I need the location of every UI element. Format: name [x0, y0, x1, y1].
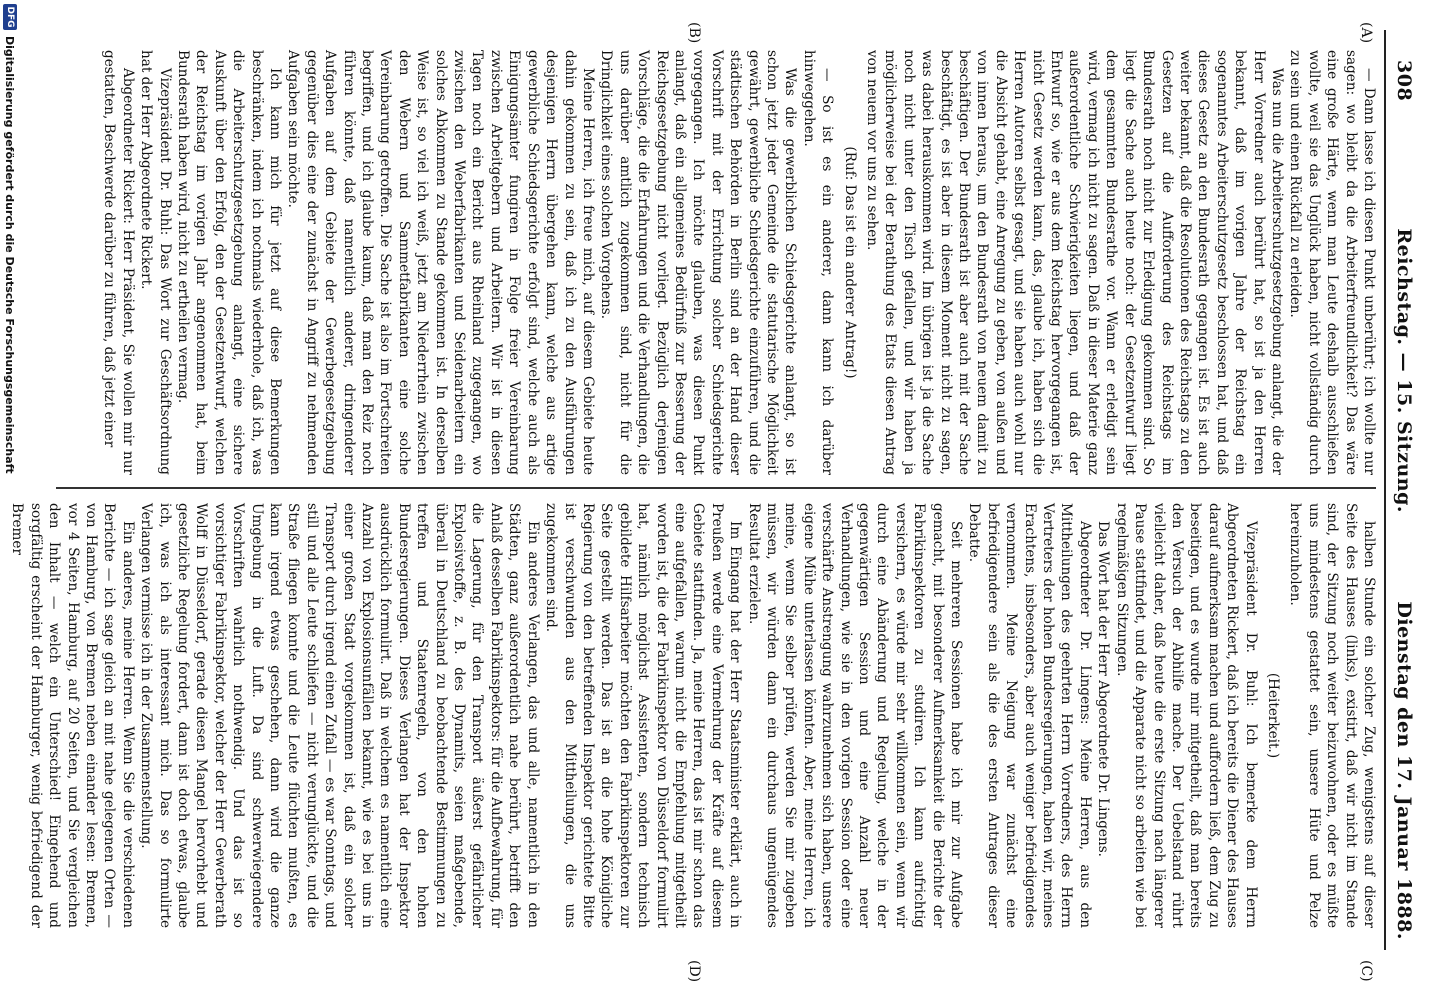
paragraph: Ein anderes Verlangen, das und alle, namentlich in den Städten, ganz außerordentlich nahe berührt, betrifft den Anlaß desselben Fabrikinspektors: für die Aufbewahrung, für die Lagerung, für den Transport äußerst gefährlicher Explosivstoffe, z. B. des Dynamits, seien maßgebende, überall in Deutschland zu beobachtende Bestimmungen zu treffen und Staatenregeln, von den hohen Bundesregierungen. Dieses Verlangen hat der Inspektor ausdrücklich formulirt. Daß in welchem es namentlich eine Anzahl von Explosionsunfällen bekannt, wie es bei uns in einer großen Stadt vorgekommen ist, daß ein solcher Transport durch irgend einen Zufall — es war Sonntags, und still und alle Leute schliefen — nicht verunglückte, und die Straße fliegen konnte und die Leute flüchten mußten, es kann irgend etwas geschehen, dann wird die ganze Umgebung in die Luft. Da sind schwerwiegendere Vorschriften wahrlich nothwendig. Und das ist so vorsichtiger Fabrikinspektor, welcher der Herr Gewerberath Wolff in Düsseldorf, gerade diesen Mangel hervorhebt und gesetzliche Regelung fordert, dann ist doch etwas, glaube ich, was ich als interessant mich. Das so formulirte Verlangen vermisse ich in der Zusammenstellung.	[138, 503, 541, 928]
paragraph: Ein anderes, meine Herren. Wenn Sie die verschiedenen Berichte — ich sage gleich an mit nahe gelegenen Orten — von Hamburg, von Bremen neben einander lesen: Bremen, vor 4 Seiten, Hamburg, auf 20 Seiten, und Sie vergleichen den Inhalt — welch ein Unterschied! Eingehend und sorgfältig erscheint der Hamburger, wenig befriedigend der Bremer	[9, 503, 136, 928]
page-header	[1390, 60, 1418, 940]
right-text-column	[9, 503, 1378, 928]
paragraph: Vizepräsident Dr. Buhl: Ich bemerke dem Herrn Abgeordneten Rickert, daß ich bereits die Diener des Hauses darauf aufmerksam machen und auffordern ließ, dem Zug zu beseitigen, und es wurde mir mitgetheilt, daß man bereits den Versuch der Abhilfe mache. Der Uebelstand rührt vielleicht daher, daß heute die erste Sitzung nach längerer Pause stattfindet, und die Apparate nicht so arbeiten wie bei regelmäßigen Sitzungen.	[1113, 503, 1259, 928]
session-date: Dienstag den 17. Januar 1888.	[1393, 601, 1415, 940]
paragraph: Was die gewerblichen Schiedsgerichte anlangt, so ist schon jetzt jeder Gemeinde die statutarische Möglichkeit gewährt, gewerbliche Schiedsgerichte einzuführen, und die städtischen Behörden in Berlin sind an der Hand dieser Vorschrift mit der Errichtung solcher Schiedsgerichte vorgegangen. Ich möchte glauben, was diesen Punkt anlangt, daß ein allgemeines Bedürfniß zur Besserung der Reichsgesetzgebung nicht vorliegt. Bezüglich derjenigen Vorschläge, die die Erfahrungen und die Verhandlungen, die uns darüber amtlich zugekommen sind, nicht für die Dringlichkeit eines solchen Vorgehens.	[598, 50, 799, 475]
paragraph: Meine Herren, ich freue mich, auf diesem Gebiete heute dahin gekommen zu sein, daß ich zu den Ausführungen desjenigen Herrn übergehen kann, welche aus artige gewerbliche Schiedsgerichte erfolgt sind, welche auch als Einigungsämter fungiren in Folge freier Vereinbarung zwischen Arbeitgebern und Arbeitern. Wir ist in diesen Tagen noch ein Bericht aus Rheinland zugegangen, wo zwischen den Weberfabrikanten und Seidenarbeitern ein solches Abkommen zu Stande gekommen ist. In derselben Weise ist, so viel ich weiß, jetzt am Niederrhein zwischen den Webern und Sammetfabrikanten eine solche Vereinbarung getroffen. Die Sache ist also im Fortschreiten begriffen, und ich glaube kaum, daß man den Reiz noch führen könnte, daß namentlich anderer, dringenderer Aufgaben auf dem Gebiete der Gewerbegesetzgebung gegenüber dies eine der zunächst in Angriff zu nehmenden Aufgaben sein möchte.	[285, 50, 596, 475]
paragraph: Im Eingang hat der Herr Staatsminister erklärt, auch in Preußen werde eine Vermehrung der Kräfte auf diesem Gebiete stattfinden. Ja, meine Herren, das ist mir schon das eine aufgefallen, warum nicht die Empfehlung mitgetheilt worden ist, die der Fabrikinspektor von Düsseldorf formulirt hat, nämlich möglichst Assistenten, sondern technisch gebildete Hilfsarbeiter möchten den Fabrikinspektoren zur Seite gestellt werden. Das ist an die hohe Königliche Regierung von den betreffenden Inspektor gerichtete Bitte ist verschwunden aus den Mittheilungen, die uns zugekommen sind.	[543, 503, 744, 928]
column-divider	[56, 487, 1376, 489]
paragraph: halben Stunde ein solcher Zug, wenigstens auf dieser Seite des Hauses (links), existirt, daß wir nicht im Stande sind, der Sitzung noch weiter beizuwohnen, oder es müßte uns mindestens gestattet sein, unsere Hüte und Pelze hereinzuholen.	[1287, 503, 1377, 928]
paragraph: Das Wort hat der Herr Abgeordnete Dr. Lingens.	[1095, 521, 1112, 857]
credit-text: Digitalisierung gefördert durch die Deutsche Forschungsgemeinschaft	[3, 36, 17, 474]
paragraph: Ich kann mich für jetzt auf diese Bemerkungen beschränken, indem ich nochmals wiederhole, daß ich, was die Arbeiterschutzgesetzgebung anlangt, eine sichere Auskunft über den Erfolg, den der Gesetzentwurf, welchen der Reichstag im vorigen Jahr angenommen hat, beim Bundesrath haben wird, nicht zu ertheilen vermag.	[175, 50, 284, 475]
paragraph: Vizepräsident Dr. Buhl: Das Wort zur Geschäftsordnung hat der Herr Abgeordnete Rickert.	[138, 50, 173, 475]
paragraph: Abgeordneter Rickert: Herr Präsident, Sie wollen mir nur gestatten, Beschwerde darüber zu führen, daß jetzt einer	[101, 50, 136, 475]
interjection: (Ruf: Das ist ein anderer Antrag!)	[841, 146, 858, 379]
paragraph: — Dann lasse ich diesen Punkt unberührt; ich wollte nur sagen: wo bleibt da die Arbeiterfreundlichkeit? Das wäre eine große Härte, wenn man Leute deshalb ausschließen wollte, weil sie das Unglück haben, nicht vollständig durch zu sein und einen Rückfall zu erleiden.	[1287, 50, 1377, 475]
paragraph: Was nun die Arbeiterschutzgesetzgebung anlangt, die der Herr Vorredner auch berührt hat, so ist ja den Herren bekannt, daß im vorigen Jahre der Reichstag ein sogenanntes Arbeiterschutzgesetz beschlossen hat, und daß dieses Gesetz an den Bundesrath gegangen ist. Es ist auch weiter bekannt, daß die Resolutionen des Reichstags zu den Gesetzen auf die Aufforderung des Reichstags im Bundesrath noch nicht zur Erledigung gekommen sind. So liegt die Sache auch heute noch: der Gesetzentwurf liegt dem gesammten Bundesrathe vor. Wann er erledigt sein wird, vermag ich nicht zu sagen. Daß in dieser Materie ganz außerordentliche Schwierigkeiten liegen, und daß der Entwurf so, wie er aus dem Reichstag hervorgegangen ist, nicht Gesetz werden kann, das, glaube ich, haben sich die Herren Autoren selbst gesagt, und sie haben auch wohl nur die Absicht gehabt, eine Anregung zu geben, von außen und von innen heraus, um den Bundesrath von neuem damit zu beschäftigen. Der Bundesrath ist aber auch mit der Sache beschäftigt, es ist aber in diesem Moment nicht zu sagen, was dabei herauskommen wird. Im übrigen ist ja die Sache noch nicht unter den Tisch gefallen, und wir haben ja möglicherweise bei der Berathung des Etats diesen Antrag von neuem vor uns zu sehen.	[864, 50, 1285, 475]
margin-mark-a: (A)	[1358, 22, 1374, 44]
margin-mark-b: (B)	[686, 22, 702, 44]
running-title: Reichstag. — 15. Sitzung.	[1393, 228, 1415, 513]
header-rule	[1384, 30, 1386, 950]
page-number: 308	[1393, 60, 1415, 102]
paragraph: — So ist es ein anderer, dann kann ich darüber hinweggehen.	[800, 50, 836, 475]
margin-mark-c: (C)	[1358, 960, 1374, 982]
dfg-logo: DFG	[3, 4, 17, 30]
interjection: (Heiterkeit.)	[1264, 672, 1281, 759]
digitization-credit	[0, 0, 20, 1004]
paragraph: Abgeordneter Dr. Lingens: Meine Herren, aus den Mittheilungen des geehrten Herrn Vorredners, des Herrn Vertreters der hohen Bundesregierungen, haben wir, meines Erachtens, insbesonders, aber auch weniger befriedigendes vernommen. Meine Neigung war zunächst eine befriedigendere sein als die des ersten Antrages dieser Debatte.	[966, 503, 1093, 928]
margin-mark-d: (D)	[686, 960, 702, 983]
left-text-column	[48, 50, 1378, 475]
paragraph: Seit mehreren Sessionen habe ich mir zur Aufgabe gemacht, mit besonderer Aufmerksamkeit die Berichte der Fabrikinspektoren zu studiren. Ich kann aufrichtig versichern, es würde mir sehr willkommen sein, wenn wir durch eine Abänderung und Regelung, welche in der gegenwärtigen Session und eine Anzahl neuer Verhandlungen, wie sie in den vorigen Session oder eine verschärfte Anstrengung wahrzunehmen sich haben, unsere eigene Mühe unterlassen könnten. Aber, meine Herren, ich meine, wenn Sie selber prüfen, werden Sie mir zugeben müssen, wir würden dann ein durchaus ungenügendes Resultat erzielen.	[745, 503, 965, 928]
